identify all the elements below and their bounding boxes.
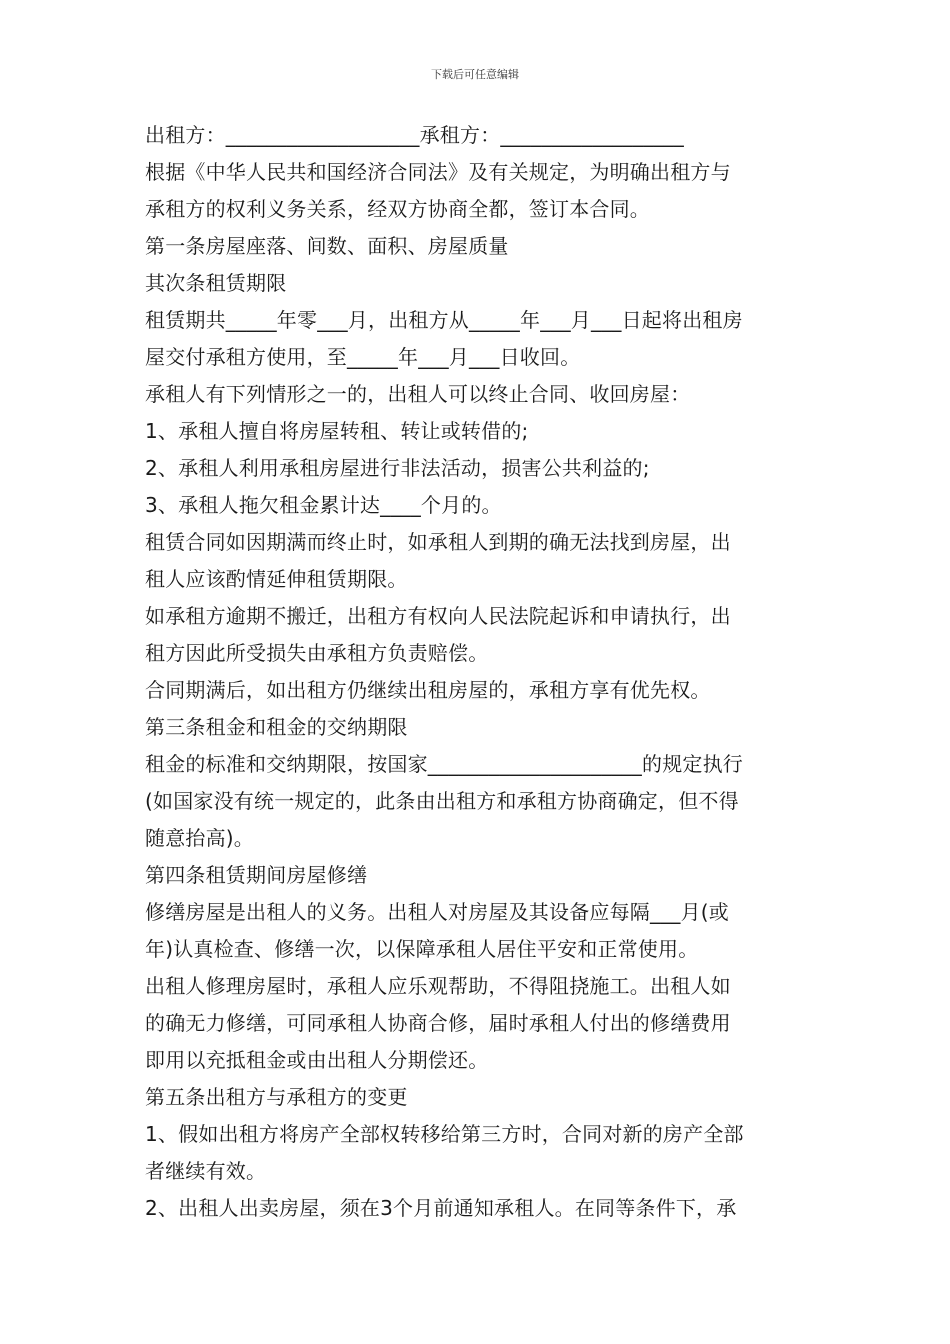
list-item: 1、承租人擅自将房屋转租、转让或转借的; bbox=[145, 419, 529, 443]
list-item: 3、承租人拖欠租金累计达____个月的。 bbox=[145, 493, 502, 517]
text-line: 租赁期共_____年零___月，出租方从_____年___月___日起将出租房 bbox=[145, 308, 743, 332]
text-line: 即用以充抵租金或由出租人分期偿还。 bbox=[145, 1048, 489, 1072]
text-line: 的确无力修缮，可同承租人协商合修，届时承租人付出的修缮费用 bbox=[145, 1011, 731, 1035]
text-line: 承租人有下列情形之一的，出租人可以终止合同、收回房屋： bbox=[145, 382, 691, 406]
section-heading: 第三条租金和租金的交纳期限 bbox=[145, 715, 408, 739]
list-item: 2、承租人利用承租房屋进行非法活动，损害公共利益的; bbox=[145, 456, 650, 480]
document-body bbox=[145, 117, 810, 1227]
list-item: 2、出租人出卖房屋，须在3个月前通知承租人。在同等条件下，承 bbox=[145, 1196, 737, 1220]
text-line: 租方因此所受损失由承租方负责赔偿。 bbox=[145, 641, 489, 665]
text-line: 租人应该酌情延伸租赁期限。 bbox=[145, 567, 408, 591]
text-line: 年)认真检查、修缮一次，以保障承租人居住平安和正常使用。 bbox=[145, 937, 699, 961]
list-item: 1、假如出租方将房产全部权转移给第三方时，合同对新的房产全部 bbox=[145, 1122, 744, 1146]
text-line: 出租人修理房屋时，承租人应乐观帮助，不得阻挠施工。出租人如 bbox=[145, 974, 731, 998]
text-line: 如承租方逾期不搬迁，出租方有权向人民法院起诉和申请执行，出 bbox=[145, 604, 731, 628]
text-line: 合同期满后，如出租方仍继续出租房屋的，承租方享有优先权。 bbox=[145, 678, 711, 702]
text-line: 修缮房屋是出租人的义务。出租人对房屋及其设备应每隔___月(或 bbox=[145, 900, 730, 924]
text-line: 租赁合同如因期满而终止时，如承租人到期的确无法找到房屋，出 bbox=[145, 530, 731, 554]
header-note: 下载后可任意编辑 bbox=[431, 68, 519, 81]
list-item: 者继续有效。 bbox=[145, 1159, 267, 1183]
text-line: 随意抬高)。 bbox=[145, 826, 255, 850]
section-heading: 第五条出租方与承租方的变更 bbox=[145, 1085, 408, 1109]
text-line: 承租方的权利义务关系，经双方协商全都，签订本合同。 bbox=[145, 197, 650, 221]
text-line: 出租方：___________________承租方：__________________ bbox=[145, 123, 684, 147]
section-heading: 第一条房屋座落、间数、面积、房屋质量 bbox=[145, 234, 509, 258]
text-line: 租金的标准和交纳期限，按国家_____________________的规定执行 bbox=[145, 752, 743, 776]
text-line: 屋交付承租方使用，至_____年___月___日收回。 bbox=[145, 345, 581, 369]
section-heading: 第四条租赁期间房屋修缮 bbox=[145, 863, 368, 887]
text-line: 根据《中华人民共和国经济合同法》及有关规定，为明确出租方与 bbox=[145, 160, 731, 184]
section-heading: 其次条租赁期限 bbox=[145, 271, 287, 295]
text-line: (如国家没有统一规定的，此条由出租方和承租方协商确定，但不得 bbox=[145, 789, 739, 813]
